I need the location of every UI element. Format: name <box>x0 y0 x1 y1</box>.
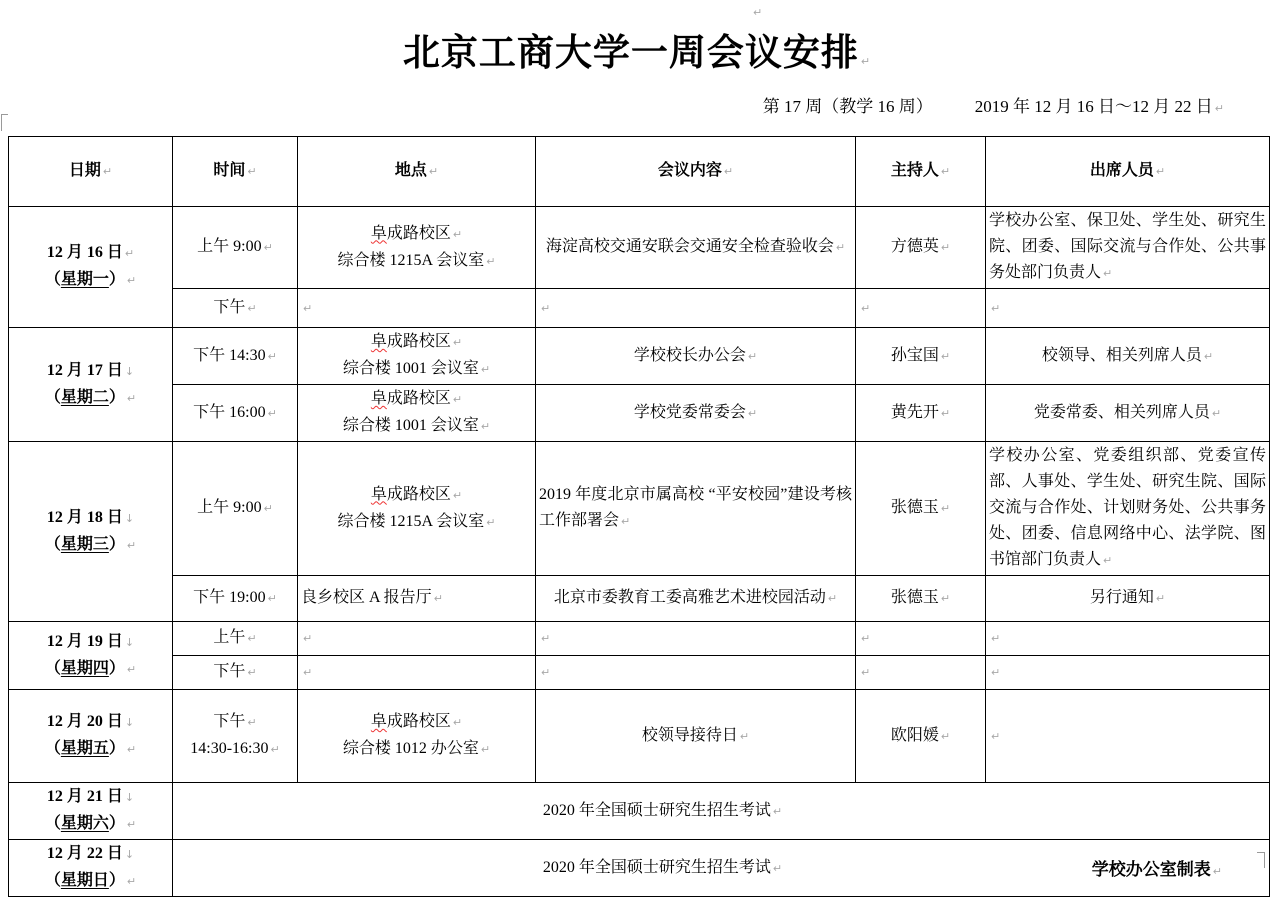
attendees-cell-empty <box>986 690 1270 783</box>
content-text: 2019 年度北京市属高校 “平安校园”建设考核工作部署会 <box>539 486 852 529</box>
host-cell-empty <box>856 289 986 328</box>
time-cell <box>173 328 298 385</box>
weekday-line <box>12 532 169 559</box>
weekday-line <box>12 868 169 895</box>
place-text: 良乡校区 A 报告厅 <box>301 589 432 606</box>
host-text: 欧阳媛 <box>890 726 939 744</box>
weekday-line <box>12 656 169 683</box>
place-line <box>301 356 532 383</box>
weekday-text: 星期六 <box>60 815 109 832</box>
weekday-line <box>12 811 169 838</box>
paragraph-mark: ↵ <box>126 743 137 756</box>
paragraph-mark: ↵ <box>1103 267 1113 280</box>
place-cell <box>298 690 536 783</box>
attendees-cell <box>986 442 1270 576</box>
paragraph-mark: ↵ <box>263 241 273 254</box>
host-cell <box>856 328 986 385</box>
date-line <box>12 358 169 385</box>
paragraph-mark: ↵ <box>126 662 137 676</box>
paragraph-mark: ↵ <box>303 301 313 315</box>
content-text: 海淀高校交通安联会交通安全检查验收会 <box>545 238 834 255</box>
paragraph-mark: ↵ <box>486 515 496 529</box>
time-cell <box>173 622 298 656</box>
host-text: 孙宝国 <box>890 346 939 364</box>
paren: （ <box>44 659 61 677</box>
paragraph-mark: ↵ <box>126 818 137 831</box>
table-row <box>9 783 1270 840</box>
time-cell <box>173 690 298 783</box>
paragraph-mark: ↵ <box>772 861 783 875</box>
content-cell <box>536 690 856 783</box>
paragraph-mark: ↵ <box>126 538 137 552</box>
misspelled-text: 阜 <box>370 485 387 503</box>
content-text: 校领导接待日 <box>641 726 738 744</box>
weekday-text: 星期三 <box>60 535 109 553</box>
paragraph-mark: ↵ <box>433 592 443 605</box>
date-range: 2019 年 12 月 16 日～12 月 22 日 <box>974 97 1213 116</box>
attendees-cell <box>986 328 1270 385</box>
misspelled-text: 阜 <box>370 713 387 730</box>
time-line <box>176 709 294 736</box>
weekday-line <box>12 736 169 763</box>
host-text: 方德英 <box>890 238 939 255</box>
paragraph-mark: ↵ <box>267 349 277 363</box>
attendees-text: 学校办公室、党委组织部、党委宣传部、人事处、学生处、研究生院、国际交流与合作处、计划财务处、公共事务处、团委、信息网络中心、法学院、图书馆部门负责人 <box>989 447 1266 568</box>
header-cell-place <box>298 137 536 207</box>
header-cell-host <box>856 137 986 207</box>
host-cell <box>856 207 986 289</box>
time-text: 下午 16:00 <box>193 403 266 421</box>
paren: ） <box>108 271 125 288</box>
date-cell-sat <box>9 783 173 840</box>
paren: （ <box>44 872 61 889</box>
paragraph-mark: ↵ <box>621 515 631 528</box>
table-row <box>9 656 1270 690</box>
table-row <box>9 576 1270 622</box>
line-break-mark: ↓ <box>124 364 135 378</box>
paragraph-mark: ↵ <box>303 666 313 679</box>
table-row <box>9 207 1270 289</box>
paragraph-mark: ↵ <box>263 502 273 515</box>
host-cell <box>856 576 986 622</box>
paren: （ <box>44 271 61 288</box>
paragraph-mark: ↵ <box>747 349 758 363</box>
paragraph-mark: ↵ <box>267 406 277 420</box>
content-cell-empty <box>536 656 856 690</box>
date-line <box>12 709 169 736</box>
paren: （ <box>44 740 61 757</box>
paren: ） <box>108 815 125 832</box>
margin-corner-mark-top-left <box>1 114 8 131</box>
attendees-text: 另行通知 <box>1089 589 1154 606</box>
time-text: 下午 19:00 <box>193 589 266 606</box>
paren: （ <box>44 535 61 553</box>
date-cell-tue <box>9 328 173 442</box>
header-label: 出席人员 <box>1089 162 1154 179</box>
time-cell <box>173 442 298 576</box>
date-cell-mon <box>9 207 173 328</box>
table-row <box>9 328 1270 385</box>
host-cell-empty <box>856 656 986 690</box>
paragraph-mark: ↵ <box>541 632 551 645</box>
paren: ） <box>108 659 125 677</box>
weekday-text: 星期五 <box>60 740 109 757</box>
event-text: 2020 年全国硕士研究生招生考试 <box>542 801 771 819</box>
place-cell-empty <box>298 622 536 656</box>
weekday-text: 星期一 <box>60 271 109 288</box>
place-line <box>301 413 532 440</box>
time-text: 14:30-16:30 <box>190 740 269 757</box>
place-cell <box>298 328 536 385</box>
header-cell-attendees <box>986 137 1270 207</box>
place-line <box>301 509 532 536</box>
paragraph-mark: ↵ <box>486 254 496 268</box>
paragraph-mark: ↵ <box>541 666 551 679</box>
content-cell <box>536 385 856 442</box>
place-text: 成路校区 <box>386 485 451 503</box>
date-cell-wed <box>9 442 173 622</box>
line-break-mark: ↵ <box>452 227 463 241</box>
time-cell <box>173 576 298 622</box>
paragraph-mark: ↵ <box>940 502 951 515</box>
time-text: 上午 <box>213 629 246 646</box>
paragraph-mark: ↵ <box>940 241 951 254</box>
date-cell-thu <box>9 622 173 690</box>
date-text: 12 月 17 日 <box>46 361 123 379</box>
content-cell-empty <box>536 622 856 656</box>
subtitle <box>763 92 1224 117</box>
paragraph-mark: ↵ <box>739 729 750 743</box>
place-line <box>301 248 532 275</box>
host-cell <box>856 442 986 576</box>
table-row <box>9 690 1270 783</box>
content-text: 学校校长办公会 <box>633 346 746 364</box>
time-cell <box>173 656 298 690</box>
header-cell-date <box>9 137 173 207</box>
table-row <box>9 840 1270 897</box>
schedule-table <box>8 136 1270 897</box>
paren: ） <box>108 872 125 889</box>
paragraph-mark: ↵ <box>723 165 734 178</box>
time-cell <box>173 385 298 442</box>
place-cell-empty <box>298 656 536 690</box>
attendees-text: 党委常委、相关列席人员 <box>1033 403 1210 421</box>
paragraph-mark: ↵ <box>270 743 280 756</box>
attendees-cell-empty <box>986 289 1270 328</box>
paragraph-mark: ↵ <box>303 632 313 645</box>
paragraph-mark: ↵ <box>102 165 113 178</box>
weekday-line <box>12 267 169 294</box>
paragraph-mark: ↵ <box>861 301 871 315</box>
date-text: 12 月 18 日 <box>46 508 123 526</box>
paragraph-mark: ↵ <box>940 406 951 420</box>
line-break-mark: ↵ <box>247 716 257 729</box>
paragraph-mark: ↵ <box>480 743 491 756</box>
paragraph-mark: ↵ <box>991 632 1001 645</box>
date-text: 12 月 21 日 <box>46 788 123 805</box>
page-title <box>0 22 1273 76</box>
place-text: 成路校区 <box>386 390 451 407</box>
paragraph-mark: ↵ <box>267 592 277 605</box>
place-line <box>301 221 532 248</box>
paragraph-mark: ↵ <box>940 592 951 605</box>
paragraph-mark: ↵ <box>753 6 763 19</box>
weekday-text: 星期二 <box>60 388 109 406</box>
paragraph-mark: ↵ <box>247 666 257 679</box>
paragraph-mark: ↵ <box>1103 554 1113 567</box>
date-text: 12 月 19 日 <box>46 632 123 650</box>
paren: ） <box>108 388 125 406</box>
date-line <box>12 841 169 868</box>
place-cell <box>298 576 536 622</box>
date-cell-sun <box>9 840 173 897</box>
time-cell <box>173 207 298 289</box>
paragraph-mark: ↵ <box>1212 865 1222 878</box>
date-text: 12 月 22 日 <box>46 845 123 862</box>
table-row <box>9 385 1270 442</box>
time-text: 上午 9:00 <box>197 499 262 516</box>
line-break-mark: ↵ <box>452 716 463 729</box>
paren: ） <box>108 740 125 757</box>
weekday-text: 星期日 <box>60 872 109 889</box>
header-label: 地点 <box>394 162 427 179</box>
place-text: 综合楼 1001 会议室 <box>342 360 479 377</box>
line-break-mark: ↵ <box>452 393 463 406</box>
paren: ） <box>108 535 125 553</box>
table-row <box>9 289 1270 328</box>
event-text: 2020 年全国硕士研究生招生考试 <box>542 858 771 876</box>
paragraph-mark: ↵ <box>126 875 137 888</box>
content-cell-empty <box>536 289 856 328</box>
paragraph-mark: ↵ <box>860 55 871 68</box>
attendees-text: 学校办公室、保卫处、学生处、研究生院、团委、国际交流与合作处、公共事务处部门负责人 <box>989 212 1266 281</box>
place-text: 成路校区 <box>386 713 451 730</box>
paragraph-mark: ↵ <box>247 165 257 178</box>
weekday-text: 星期四 <box>60 659 109 677</box>
line-break-mark: ↓ <box>124 716 135 729</box>
date-line <box>12 629 169 656</box>
paragraph-mark: ↵ <box>861 632 871 645</box>
host-cell <box>856 385 986 442</box>
attendees-cell <box>986 385 1270 442</box>
date-line <box>12 240 169 267</box>
host-cell-empty <box>856 622 986 656</box>
paragraph-mark: ↵ <box>861 666 871 679</box>
header-label: 时间 <box>213 162 246 179</box>
header-label: 主持人 <box>890 162 939 179</box>
page-title-text: 北京工商大学一周会议安排 <box>402 32 859 73</box>
week-label: 第 17 周（教学 16 周） <box>762 97 933 116</box>
place-cell <box>298 207 536 289</box>
paragraph-mark: ↵ <box>991 301 1001 315</box>
date-line <box>12 784 169 811</box>
paragraph-mark: ↵ <box>247 301 257 315</box>
place-line <box>301 386 532 413</box>
place-text: 成路校区 <box>386 224 451 242</box>
line-break-mark: ↓ <box>124 635 135 649</box>
place-line <box>301 736 532 763</box>
paragraph-mark: ↵ <box>126 391 137 405</box>
place-line <box>301 329 532 356</box>
paragraph-mark: ↵ <box>247 632 257 645</box>
paragraph-mark: ↵ <box>827 592 838 605</box>
time-cell <box>173 289 298 328</box>
footer-note <box>1092 855 1222 880</box>
content-cell <box>536 207 856 289</box>
paragraph-mark: ↵ <box>1155 592 1166 605</box>
header-cell-time <box>173 137 298 207</box>
time-line <box>176 736 294 763</box>
content-text: 北京市委教育工委高雅艺术进校园活动 <box>553 589 826 606</box>
paragraph-mark: ↵ <box>1211 406 1222 420</box>
paragraph-mark: ↵ <box>940 165 951 178</box>
content-cell <box>536 328 856 385</box>
header-label: 日期 <box>68 162 101 179</box>
header-cell-content <box>536 137 856 207</box>
date-line <box>12 505 169 532</box>
date-text: 12 月 16 日 <box>46 244 123 261</box>
attendees-text: 校领导、相关列席人员 <box>1041 346 1202 364</box>
line-break-mark: ↵ <box>452 336 463 349</box>
misspelled-text: 阜 <box>370 390 387 407</box>
paragraph-mark: ↵ <box>428 165 439 178</box>
paragraph-mark: ↵ <box>991 666 1001 679</box>
place-cell <box>298 442 536 576</box>
merged-event-cell <box>173 783 1270 840</box>
table-row <box>9 622 1270 656</box>
footer-text: 学校办公室制表 <box>1091 860 1211 879</box>
place-text: 综合楼 1215A 会议室 <box>337 512 485 530</box>
place-line <box>301 709 532 736</box>
paragraph-mark: ↵ <box>1214 102 1224 115</box>
content-text: 学校党委常委会 <box>633 403 746 421</box>
paragraph-mark: ↵ <box>940 729 951 743</box>
place-cell <box>298 385 536 442</box>
attendees-cell-empty <box>986 622 1270 656</box>
paragraph-mark: ↵ <box>772 804 783 818</box>
paragraph-mark: ↵ <box>126 274 137 287</box>
line-break-mark: ↓ <box>124 791 135 804</box>
paragraph-mark: ↵ <box>940 349 951 363</box>
content-cell <box>536 442 856 576</box>
paragraph-mark: ↵ <box>747 406 758 420</box>
line-break-mark: ↓ <box>124 511 135 525</box>
table-row <box>9 442 1270 576</box>
attendees-cell <box>986 576 1270 622</box>
date-text: 12 月 20 日 <box>46 713 123 730</box>
place-text: 综合楼 1012 办公室 <box>342 740 479 757</box>
time-text: 下午 <box>213 663 246 680</box>
line-break-mark: ↓ <box>124 848 135 861</box>
host-text: 张德玉 <box>890 589 939 606</box>
misspelled-text: 阜 <box>370 333 387 350</box>
paren: （ <box>44 388 61 406</box>
date-cell-fri <box>9 690 173 783</box>
place-text: 成路校区 <box>386 333 451 350</box>
attendees-cell-empty <box>986 656 1270 690</box>
misspelled-text: 阜 <box>370 224 387 242</box>
place-line <box>301 482 532 509</box>
line-break-mark: ↵ <box>124 247 135 260</box>
time-text: 上午 9:00 <box>197 238 262 255</box>
weekday-line <box>12 385 169 412</box>
attendees-cell <box>986 207 1270 289</box>
time-text: 下午 14:30 <box>193 346 266 364</box>
place-text: 综合楼 1215A 会议室 <box>337 251 485 269</box>
table-header-row <box>9 137 1270 207</box>
paragraph-mark: ↵ <box>480 363 491 376</box>
host-cell <box>856 690 986 783</box>
paragraph-mark: ↵ <box>991 729 1001 743</box>
host-text: 张德玉 <box>890 499 939 516</box>
time-text: 下午 <box>213 713 246 730</box>
paragraph-mark: ↵ <box>480 420 491 433</box>
place-cell-empty <box>298 289 536 328</box>
paragraph-mark: ↵ <box>835 241 846 254</box>
time-text: 下午 <box>213 298 246 316</box>
paren: （ <box>44 815 61 832</box>
paragraph-mark: ↵ <box>541 301 551 315</box>
content-cell <box>536 576 856 622</box>
header-label: 会议内容 <box>657 162 722 179</box>
place-text: 综合楼 1001 会议室 <box>342 417 479 434</box>
line-break-mark: ↵ <box>452 488 463 502</box>
paragraph-mark: ↵ <box>1203 349 1214 363</box>
host-text: 黄先开 <box>890 403 939 421</box>
paragraph-mark: ↵ <box>1155 165 1166 178</box>
